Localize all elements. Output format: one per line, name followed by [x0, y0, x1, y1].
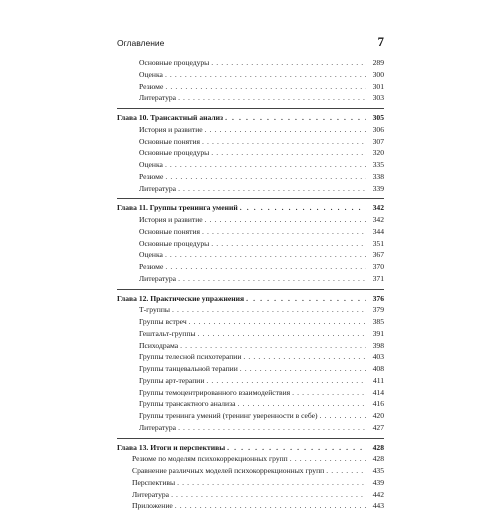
toc-entry[interactable]	[117, 304, 384, 316]
toc-page-number: 427	[372, 422, 384, 432]
toc-entry[interactable]	[117, 226, 384, 238]
dot-leader	[211, 238, 366, 250]
running-head-title: Оглавление	[117, 38, 165, 48]
toc-entry[interactable]	[117, 214, 384, 226]
toc-label: Группы арт-терапии	[139, 375, 205, 385]
dot-leader	[205, 214, 366, 226]
toc-page-number: 420	[372, 411, 384, 420]
toc-entry[interactable]	[117, 238, 384, 250]
toc-entry[interactable]	[117, 92, 384, 104]
toc-label: Литература	[132, 489, 170, 499]
toc-page-number: 379	[372, 305, 384, 315]
toc-page-number: 371	[372, 273, 384, 283]
toc-page-number: 351	[372, 238, 384, 248]
toc-page-number: 439	[372, 477, 384, 487]
toc-label: Глава 13. Итоги и перспективы	[117, 442, 226, 452]
toc-page-number: 339	[372, 183, 384, 193]
toc-label: Оценка	[139, 160, 163, 169]
toc-chapter-heading[interactable]	[117, 112, 384, 124]
toc-entry[interactable]	[117, 183, 384, 195]
toc-label: Основные процедуры	[139, 238, 210, 248]
toc-page-number: 442	[372, 489, 384, 499]
toc-page-number: 398	[372, 340, 384, 350]
toc-entry[interactable]	[117, 81, 384, 93]
toc-entry[interactable]	[117, 171, 384, 183]
section-divider	[117, 289, 384, 290]
toc-entry[interactable]	[117, 387, 384, 399]
toc-label: Глава 11. Группы тренинга умений	[117, 203, 238, 213]
dot-leader	[165, 69, 366, 81]
toc-label: История и развитие	[139, 124, 203, 134]
toc-entry[interactable]	[117, 422, 384, 434]
toc-entry[interactable]	[117, 500, 384, 512]
toc-page-number: 320	[372, 148, 384, 158]
dot-leader	[165, 171, 366, 183]
toc-label: Литература	[139, 183, 177, 193]
dot-leader	[198, 328, 366, 340]
toc-page-number: 428	[372, 454, 384, 464]
toc-entry[interactable]	[117, 328, 384, 340]
dot-leader	[165, 81, 366, 93]
toc-label: Группы встреч	[139, 317, 187, 326]
toc-page-number: 435	[372, 466, 384, 475]
toc-entry[interactable]	[117, 273, 384, 285]
toc-entry[interactable]	[117, 351, 384, 363]
toc-label: Сравнение различных моделей психокоррекционных групп	[132, 466, 325, 475]
dot-leader	[243, 351, 366, 363]
toc-label: Группы танцевальной терапии	[139, 364, 238, 373]
toc-page-number: 408	[372, 364, 384, 373]
dot-leader	[165, 249, 366, 261]
toc-label: Группы трансактного анализа	[139, 399, 236, 409]
toc-page-number: 416	[372, 399, 384, 409]
toc-entry[interactable]	[117, 489, 384, 501]
dot-leader	[326, 465, 366, 477]
toc-label: Литература	[139, 422, 177, 432]
dot-leader	[177, 477, 366, 489]
toc-page-number: 306	[372, 124, 384, 134]
toc-entry[interactable]	[117, 375, 384, 387]
dot-leader	[205, 124, 366, 136]
toc-page-number: 367	[372, 250, 384, 260]
toc-entry[interactable]	[117, 410, 384, 422]
toc-label: Группы телесной психотерапии	[139, 352, 242, 362]
dot-leader	[178, 422, 366, 434]
toc-page-number: 370	[372, 262, 384, 271]
dot-leader	[202, 136, 366, 148]
toc-label: Гештальт-группы	[139, 328, 196, 338]
dot-leader	[240, 202, 366, 214]
toc-label: Резюме	[139, 262, 164, 271]
section-divider	[117, 108, 384, 109]
toc-entry[interactable]	[117, 261, 384, 273]
toc-label: Основные процедуры	[139, 58, 210, 67]
dot-leader	[211, 147, 366, 159]
toc-page-number: 344	[372, 226, 384, 236]
toc-label: Литература	[139, 93, 177, 103]
toc-entry[interactable]	[117, 57, 384, 69]
dot-leader	[320, 410, 366, 422]
toc-label: Т-группы	[139, 305, 171, 315]
section-divider	[117, 198, 384, 199]
toc-entry[interactable]	[117, 340, 384, 352]
toc-page-number: 376	[372, 293, 384, 303]
toc-label: Психодрама	[139, 340, 179, 350]
toc-label: Перспективы	[132, 477, 176, 487]
toc-label: Приложение	[132, 501, 173, 511]
toc-label: Группы тренинга умений (тренинг уверенности в себе)	[139, 411, 318, 420]
toc-chapter-heading[interactable]	[117, 293, 384, 305]
toc-label: Оценка	[139, 250, 163, 260]
dot-leader	[227, 442, 366, 454]
toc-label: Резюме	[139, 171, 164, 181]
dot-leader	[175, 500, 366, 512]
toc-label: Основные понятия	[139, 226, 201, 236]
toc-chapter-heading[interactable]	[117, 442, 384, 454]
toc-label: Резюме по моделям психокоррекционных групп	[132, 454, 288, 464]
toc-label: Основные процедуры	[139, 148, 210, 158]
dot-leader	[238, 398, 367, 410]
toc-page-number: 300	[372, 69, 384, 79]
dot-leader	[206, 375, 366, 387]
toc-entry[interactable]	[117, 363, 384, 375]
toc-entry[interactable]	[117, 69, 384, 81]
toc-entry[interactable]	[117, 159, 384, 171]
toc-entry[interactable]	[117, 465, 384, 477]
toc-label: Оценка	[139, 69, 163, 79]
table-of-contents	[117, 57, 384, 512]
running-head	[117, 36, 384, 52]
toc-label: История и развитие	[139, 215, 203, 224]
dot-leader	[178, 92, 366, 104]
toc-page-number: 335	[372, 160, 384, 169]
toc-page-number: 414	[372, 387, 384, 397]
dot-leader	[240, 363, 366, 375]
toc-label: Резюме	[139, 81, 164, 91]
toc-label: Группы темоцентрированного взаимодействия	[139, 387, 291, 397]
dot-leader	[202, 226, 366, 238]
toc-entry[interactable]	[117, 124, 384, 136]
toc-entry[interactable]	[117, 398, 384, 410]
toc-page-number: 385	[372, 317, 384, 326]
toc-entry[interactable]	[117, 136, 384, 148]
toc-page-number: 411	[372, 375, 384, 385]
toc-page-number: 289	[372, 58, 384, 67]
toc-chapter-heading[interactable]	[117, 202, 384, 214]
dot-leader	[290, 453, 366, 465]
toc-label: Глава 12. Практические упражнения	[117, 293, 245, 303]
dot-leader	[189, 316, 366, 328]
dot-leader	[171, 489, 366, 501]
dot-leader	[178, 273, 366, 285]
toc-entry[interactable]	[117, 147, 384, 159]
toc-page-number: 391	[372, 328, 384, 338]
dot-leader	[225, 112, 366, 124]
dot-leader	[178, 183, 366, 195]
toc-entry[interactable]	[117, 249, 384, 261]
dot-leader	[165, 159, 366, 171]
toc-page-number: 342	[372, 203, 384, 213]
toc-page-number: 303	[372, 93, 384, 103]
dot-leader	[172, 304, 366, 316]
toc-page-number: 342	[372, 215, 384, 224]
toc-entry[interactable]	[117, 477, 384, 489]
toc-label: Литература	[139, 273, 177, 283]
toc-label: Глава 10. Трансактный анализ	[117, 113, 224, 122]
toc-page-number: 443	[372, 501, 384, 511]
toc-page-number: 428	[372, 442, 384, 452]
toc-label: Основные понятия	[139, 136, 201, 146]
toc-entry[interactable]	[117, 453, 384, 465]
toc-page-number: 305	[372, 113, 384, 122]
dot-leader	[246, 293, 366, 305]
toc-page-number: 307	[372, 136, 384, 146]
section-divider	[117, 438, 384, 439]
toc-entry[interactable]	[117, 316, 384, 328]
dot-leader	[180, 340, 366, 352]
page-number: 7	[377, 34, 384, 49]
toc-page-number: 301	[372, 81, 384, 91]
dot-leader	[292, 387, 366, 399]
toc-page-number: 403	[372, 352, 384, 362]
dot-leader	[211, 57, 366, 69]
toc-page-number: 338	[372, 171, 384, 181]
dot-leader	[165, 261, 366, 273]
